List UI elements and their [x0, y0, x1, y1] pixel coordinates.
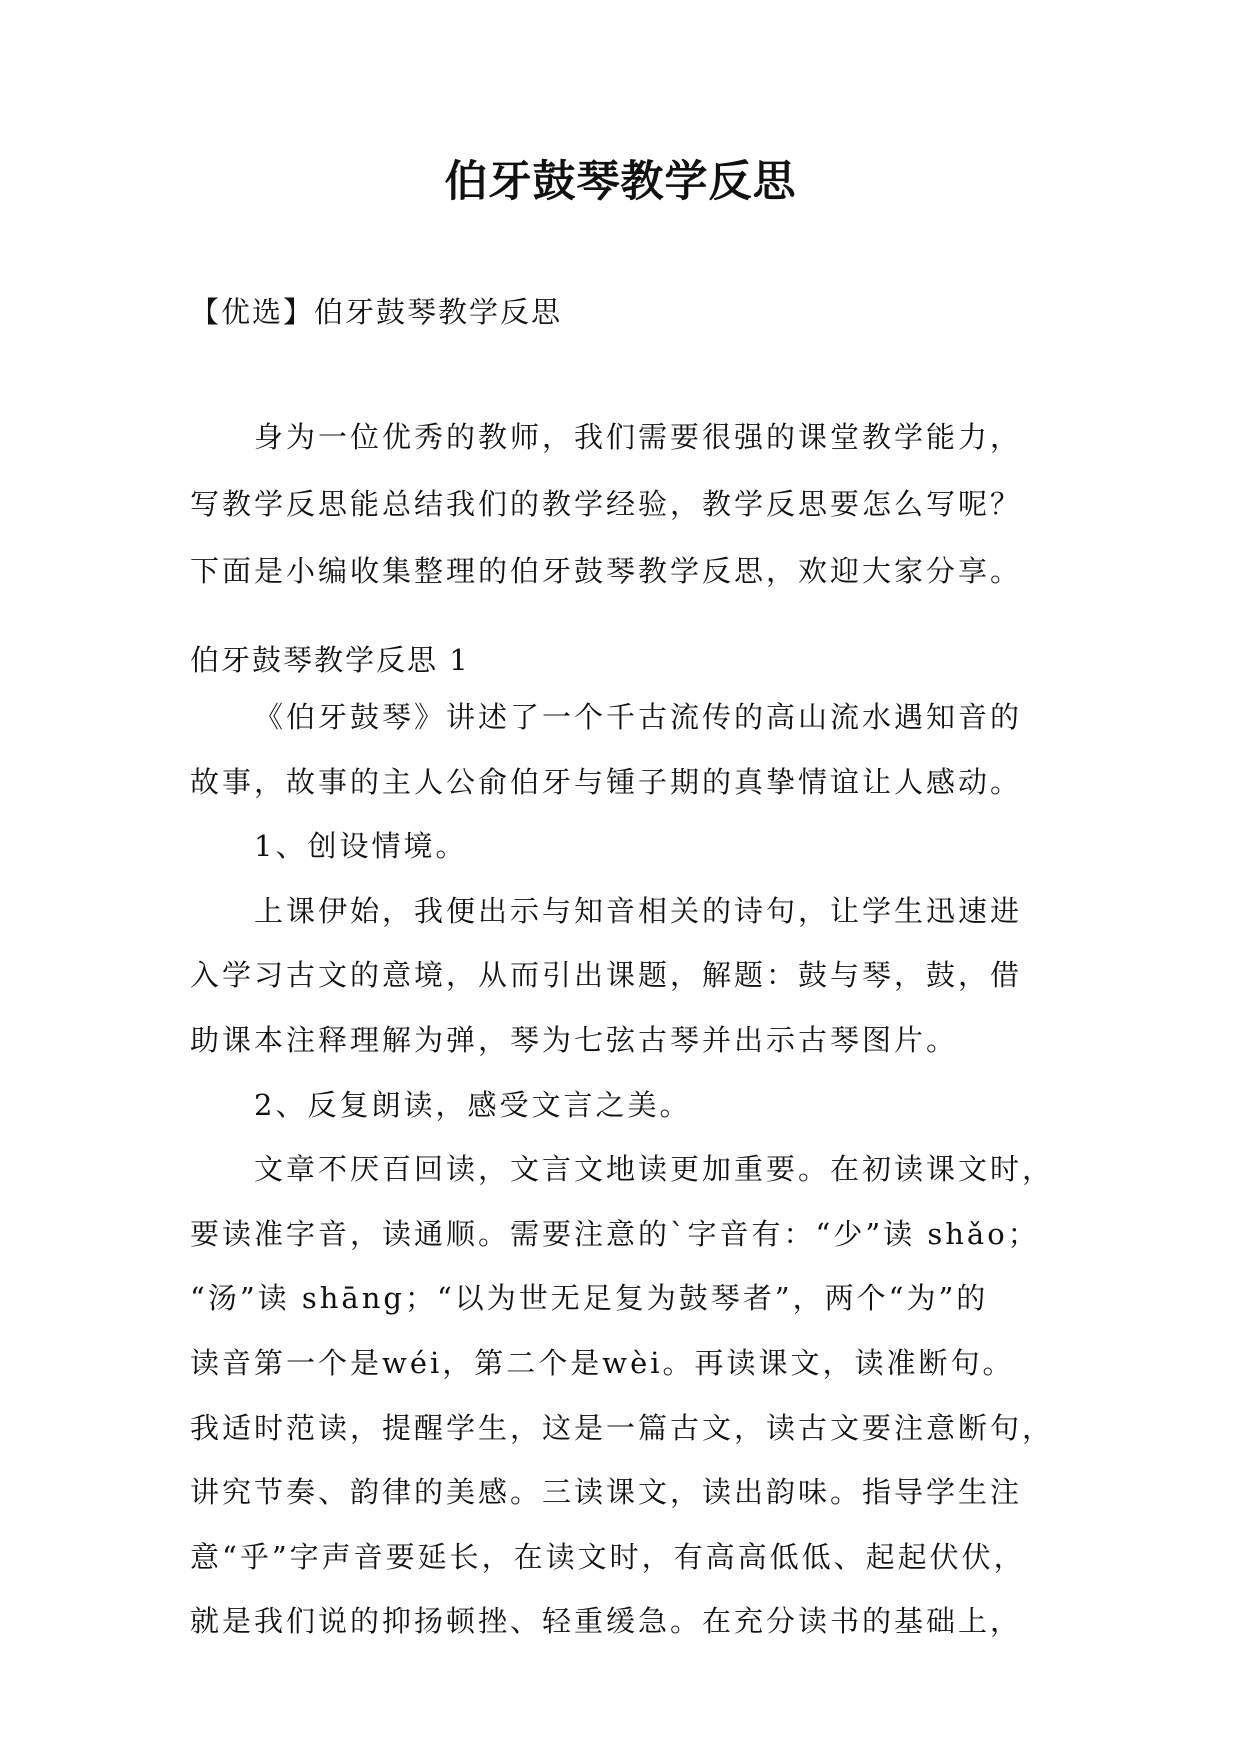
body-line: 入学习古文的意境，从而引出课题，解题：鼓与琴，鼓，借 [190, 958, 1023, 993]
body-line: 讲究节奏、韵律的美感。三读课文，读出韵味。指导学生注 [190, 1475, 1023, 1510]
intro-paragraph [190, 404, 1090, 605]
body-line: 上课伊始，我便出示与知音相关的诗句，让学生迅速进 [254, 893, 1023, 928]
section-heading: 伯牙鼓琴教学反思 1 [190, 643, 470, 677]
intro-line: 下面是小编收集整理的伯牙鼓琴教学反思，欢迎大家分享。 [190, 554, 1023, 588]
document-title: 伯牙鼓琴教学反思 [444, 157, 797, 207]
body-line: 意“乎”字声音要延长，在读文时，有高高低低、起起伏伏， [190, 1539, 1026, 1574]
list-item-heading: 1、创设情境。 [254, 829, 468, 864]
intro-line: 写教学反思能总结我们的教学经验，教学反思要怎么写呢？ [190, 487, 1023, 521]
body-line: 助课本注释理解为弹，琴为七弦古琴并出示古琴图片。 [190, 1022, 959, 1057]
body-text [190, 685, 1090, 1654]
body-line: 我适时范读，提醒学生，这是一篇古文，读古文要注意断句， [190, 1410, 1055, 1445]
body-line: “汤”读 shāng；“以为世无足复为鼓琴者”，两个“为”的 [190, 1281, 989, 1316]
body-line: 故事，故事的主人公俞伯牙与锺子期的真挚情谊让人感动。 [190, 764, 1023, 799]
body-line: 文章不厌百回读，文言文地读更加重要。在初读课文时， [254, 1152, 1055, 1187]
list-item-heading: 2、反复朗读，感受文言之美。 [254, 1087, 692, 1122]
intro-line: 身为一位优秀的教师，我们需要很强的课堂教学能力， [254, 420, 1023, 454]
body-line: 《伯牙鼓琴》讲述了一个千古流传的高山流水遇知音的 [254, 700, 1023, 734]
document-subtitle: 【优选】伯牙鼓琴教学反思 [190, 295, 563, 329]
body-line: 就是我们说的抑扬顿挫、轻重缓急。在充分读书的基础上， [190, 1604, 1023, 1639]
body-line: 要读准字音，读通顺。需要注意的`字音有：“少”读 shǎo； [190, 1216, 1040, 1251]
body-line: 读音第一个是wéi，第二个是wèi。再读课文，读准断句。 [190, 1345, 1015, 1380]
